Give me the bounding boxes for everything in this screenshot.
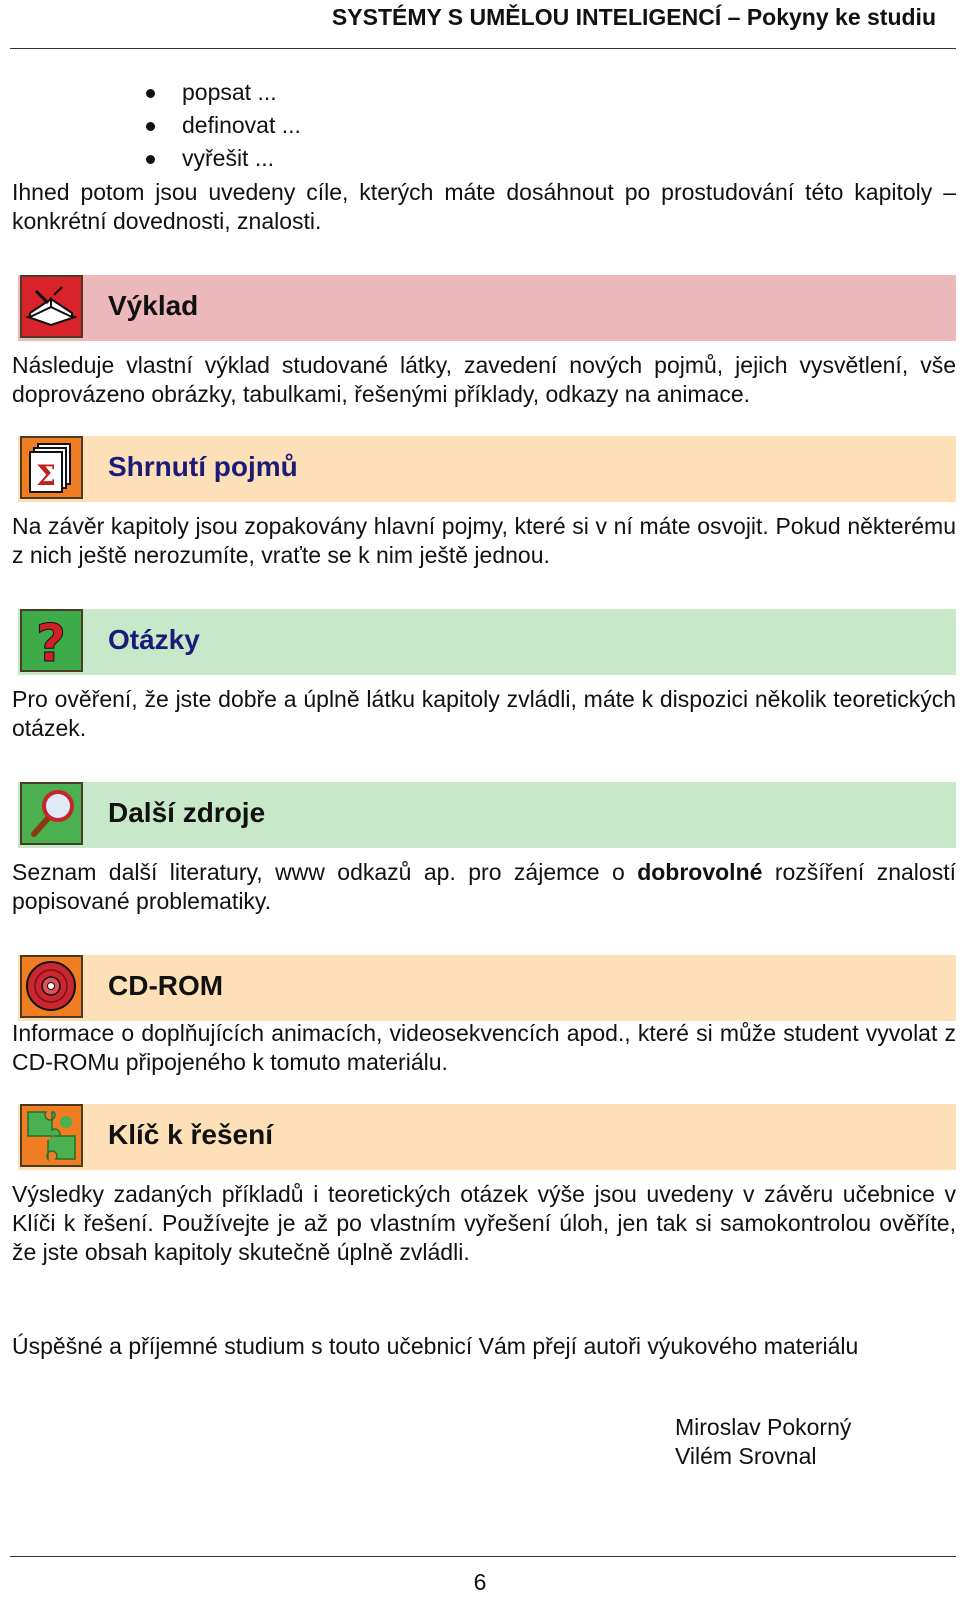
section-title: Otázky	[108, 624, 200, 655]
bold-emphasis: dobrovolné	[637, 859, 763, 885]
svg-text:?: ?	[35, 614, 67, 670]
text-fragment: rozšíření znalostí popisované problematiky.	[12, 859, 956, 914]
section-cd-rom	[18, 955, 956, 1021]
sigma-document-icon	[20, 436, 83, 499]
section-dalsi-zdroje	[18, 782, 956, 848]
svg-text:Σ: Σ	[36, 459, 56, 492]
section-title: Klíč k řešení	[108, 1119, 273, 1150]
text-fragment: Seznam další literatury, www odkazů ap. pro zájemce o	[12, 859, 638, 885]
section-dalsi-zdroje-text	[12, 858, 956, 916]
section-title: Výklad	[108, 290, 199, 321]
section-klic-k-reseni	[18, 1104, 956, 1170]
closing-paragraph: Úspěšné a příjemné studium s touto učebnicí Vám přejí autoři výukového materiálu	[12, 1333, 859, 1359]
intro-paragraph: Ihned potom jsou uvedeny cíle, kterých máte dosáhnout po prostudování této kapitoly – konkrétní dovednosti, znalosti.	[12, 179, 956, 234]
section-title: CD-ROM	[108, 970, 224, 1001]
section-title: Další zdroje	[108, 797, 266, 828]
page-number: 6	[473, 1569, 487, 1595]
question-mark-icon	[20, 609, 83, 672]
magnifier-icon	[20, 782, 83, 845]
section-klic-text: Výsledky zadaných příkladů i teoretických otázek výše jsou uvedeny v závěru učebnice v Klíči k řešení. Používejte je až po vlastním vyřešení úloh, jen tak si samokontrolou ověříte, že jste obsah kapitoly skutečně úplně zvládli.	[12, 1181, 956, 1265]
section-shrnuti-text: Na závěr kapitoly jsou zopakovány hlavní pojmy, které si v ní máte osvojit. Pokud některému z nich ještě nerozumíte, vraťte se k nim ještě jednou.	[12, 513, 956, 568]
page-header-title: SYSTÉMY S UMĚLOU INTELIGENCÍ – Pokyny ke studiu	[331, 4, 936, 30]
section-title: Shrnutí pojmů	[108, 451, 298, 482]
author-name: Miroslav Pokorný	[675, 1414, 852, 1440]
puzzle-icon	[20, 1104, 83, 1167]
section-vyklad-text: Následuje vlastní výklad studované látky, zavedení nových pojmů, jejich vysvětlení, vše doprovázeno obrázky, tabulkami, řešenými příklady, odkazy na animace.	[12, 352, 956, 407]
header-divider	[10, 48, 956, 49]
cd-rom-icon	[20, 955, 83, 1018]
bullet-list	[148, 76, 301, 175]
section-vyklad	[18, 275, 956, 341]
section-shrnuti-pojmu	[18, 436, 956, 502]
open-book-icon	[20, 275, 83, 338]
bullet-item: popsat ...	[148, 76, 301, 109]
bullet-item: definovat ...	[148, 109, 301, 142]
bullet-item: vyřešit ...	[148, 142, 301, 175]
section-otazky	[18, 609, 956, 675]
section-cd-rom-text: Informace o doplňujících animacích, videosekvencích apod., které si může student vyvolat z CD-ROMu připojeného k tomuto materiálu.	[12, 1020, 956, 1075]
footer-divider	[10, 1556, 956, 1557]
author-name: Vilém Srovnal	[675, 1443, 817, 1469]
section-otazky-text: Pro ověření, že jste dobře a úplně látku kapitoly zvládli, máte k dispozici několik teoretických otázek.	[12, 686, 956, 741]
